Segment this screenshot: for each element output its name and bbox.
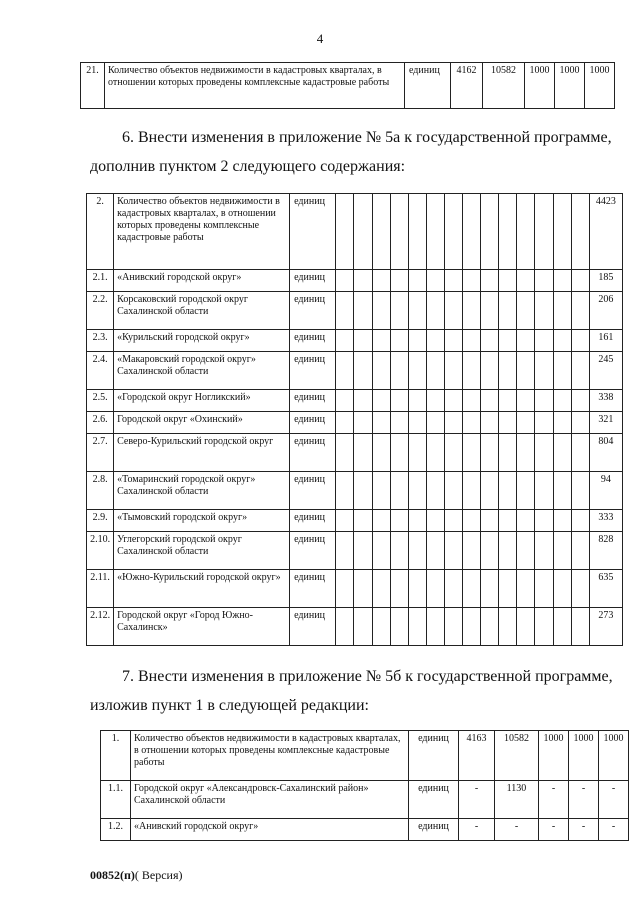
- empty-cell: [336, 510, 354, 532]
- empty-cell: [444, 270, 462, 292]
- row-unit: единиц: [290, 292, 336, 330]
- row-value: 1000: [585, 63, 615, 109]
- row-name: Корсаковский городской округ Сахалинской области: [114, 292, 290, 330]
- row-name: «Тымовский городской округ»: [114, 510, 290, 532]
- empty-cell: [372, 292, 390, 330]
- row-value: 4163: [459, 731, 495, 781]
- empty-cell: [463, 510, 481, 532]
- empty-cell: [444, 608, 462, 646]
- empty-cell: [535, 390, 553, 412]
- row-unit: единиц: [409, 819, 459, 841]
- empty-cell: [408, 532, 426, 570]
- empty-cell: [336, 292, 354, 330]
- empty-cell: [553, 352, 571, 390]
- empty-cell: [408, 352, 426, 390]
- table-row: [87, 412, 623, 434]
- empty-cell: [372, 570, 390, 608]
- empty-cell: [481, 330, 499, 352]
- table-row: [87, 330, 623, 352]
- empty-cell: [481, 472, 499, 510]
- empty-cell: [444, 194, 462, 270]
- empty-cell: [553, 412, 571, 434]
- row-value: 4162: [451, 63, 483, 109]
- empty-cell: [408, 330, 426, 352]
- empty-cell: [571, 330, 589, 352]
- table-row: [87, 194, 623, 270]
- empty-cell: [535, 412, 553, 434]
- empty-cell: [372, 194, 390, 270]
- empty-cell: [463, 352, 481, 390]
- empty-cell: [336, 532, 354, 570]
- empty-cell: [535, 330, 553, 352]
- empty-cell: [535, 570, 553, 608]
- row-number: 2.5.: [87, 390, 114, 412]
- empty-cell: [481, 608, 499, 646]
- row-unit: единиц: [290, 390, 336, 412]
- empty-cell: [571, 434, 589, 472]
- empty-cell: [336, 608, 354, 646]
- row-unit: единиц: [290, 472, 336, 510]
- row-name: «Южно-Курильский городской округ»: [114, 570, 290, 608]
- empty-cell: [372, 352, 390, 390]
- empty-cell: [426, 472, 444, 510]
- row-unit: единиц: [290, 270, 336, 292]
- empty-cell: [390, 570, 408, 608]
- table-row: [87, 532, 623, 570]
- empty-cell: [426, 570, 444, 608]
- row-value: 206: [589, 292, 622, 330]
- empty-cell: [354, 194, 372, 270]
- empty-cell: [426, 194, 444, 270]
- empty-cell: [571, 472, 589, 510]
- row-name: Количество объектов недвижимости в кадастровых кварталах, в отношении которых проведены комплексные кадастровые работы: [131, 731, 409, 781]
- empty-cell: [481, 390, 499, 412]
- empty-cell: [354, 532, 372, 570]
- empty-cell: [408, 608, 426, 646]
- row-value: 1000: [539, 731, 569, 781]
- empty-cell: [535, 510, 553, 532]
- empty-cell: [426, 608, 444, 646]
- empty-cell: [571, 532, 589, 570]
- empty-cell: [571, 412, 589, 434]
- row-value: -: [599, 819, 629, 841]
- empty-cell: [372, 412, 390, 434]
- empty-cell: [481, 352, 499, 390]
- empty-cell: [553, 532, 571, 570]
- row-number: 2.4.: [87, 352, 114, 390]
- empty-cell: [372, 510, 390, 532]
- empty-cell: [390, 434, 408, 472]
- empty-cell: [463, 412, 481, 434]
- table-row: [81, 63, 615, 109]
- empty-cell: [535, 608, 553, 646]
- empty-cell: [426, 352, 444, 390]
- empty-cell: [390, 390, 408, 412]
- empty-cell: [553, 270, 571, 292]
- row-number: 2.3.: [87, 330, 114, 352]
- empty-cell: [426, 292, 444, 330]
- row-number: 21.: [81, 63, 105, 109]
- row-value: 94: [589, 472, 622, 510]
- empty-cell: [408, 412, 426, 434]
- empty-cell: [481, 570, 499, 608]
- row-value: 321: [589, 412, 622, 434]
- empty-cell: [390, 292, 408, 330]
- empty-cell: [553, 194, 571, 270]
- empty-cell: [535, 270, 553, 292]
- empty-cell: [517, 194, 535, 270]
- empty-cell: [354, 390, 372, 412]
- empty-cell: [463, 472, 481, 510]
- empty-cell: [426, 434, 444, 472]
- row-unit: единиц: [405, 63, 451, 109]
- empty-cell: [463, 532, 481, 570]
- row-number: 2.9.: [87, 510, 114, 532]
- row-number: 2.1.: [87, 270, 114, 292]
- empty-cell: [535, 292, 553, 330]
- paragraph-7-line-1: 7. Внести изменения в приложение № 5б к государственной программе,: [122, 668, 613, 685]
- empty-cell: [390, 194, 408, 270]
- row-value: 10582: [495, 731, 539, 781]
- document-version: ( Версия): [134, 868, 183, 882]
- empty-cell: [354, 434, 372, 472]
- document-footer: [90, 868, 183, 883]
- empty-cell: [481, 412, 499, 434]
- empty-cell: [499, 270, 517, 292]
- empty-cell: [336, 412, 354, 434]
- empty-cell: [571, 292, 589, 330]
- empty-cell: [354, 330, 372, 352]
- empty-cell: [390, 510, 408, 532]
- empty-cell: [354, 510, 372, 532]
- table-row: [87, 390, 623, 412]
- empty-cell: [354, 270, 372, 292]
- empty-cell: [354, 412, 372, 434]
- empty-cell: [426, 532, 444, 570]
- row-name: Северо-Курильский городской округ: [114, 434, 290, 472]
- empty-cell: [517, 352, 535, 390]
- row-name: «Анивский городской округ»: [114, 270, 290, 292]
- empty-cell: [535, 194, 553, 270]
- empty-cell: [463, 434, 481, 472]
- row-name: Количество объектов недвижимости в кадастровых кварталах, в отношении которых проведены комплексные кадастровые работы: [105, 63, 405, 109]
- empty-cell: [463, 390, 481, 412]
- row-value: -: [459, 819, 495, 841]
- empty-cell: [408, 510, 426, 532]
- empty-cell: [426, 412, 444, 434]
- empty-cell: [336, 270, 354, 292]
- empty-cell: [354, 608, 372, 646]
- row-value: -: [539, 819, 569, 841]
- empty-cell: [499, 330, 517, 352]
- empty-cell: [517, 608, 535, 646]
- row-value: -: [539, 781, 569, 819]
- empty-cell: [372, 390, 390, 412]
- empty-cell: [553, 570, 571, 608]
- empty-cell: [571, 390, 589, 412]
- row-unit: единиц: [290, 412, 336, 434]
- row-value: 635: [589, 570, 622, 608]
- row-unit: единиц: [290, 510, 336, 532]
- empty-cell: [535, 472, 553, 510]
- row-name: Городской округ «Город Южно-Сахалинск»: [114, 608, 290, 646]
- row-name: Углегорский городской округ Сахалинской области: [114, 532, 290, 570]
- empty-cell: [553, 330, 571, 352]
- empty-cell: [517, 532, 535, 570]
- empty-cell: [444, 330, 462, 352]
- empty-cell: [336, 570, 354, 608]
- document-code: 00852(п): [90, 868, 135, 882]
- empty-cell: [444, 292, 462, 330]
- row-value: 338: [589, 390, 622, 412]
- empty-cell: [571, 510, 589, 532]
- empty-cell: [336, 194, 354, 270]
- empty-cell: [499, 532, 517, 570]
- row-unit: единиц: [290, 330, 336, 352]
- empty-cell: [517, 472, 535, 510]
- row-number: 2.2.: [87, 292, 114, 330]
- row-value: 273: [589, 608, 622, 646]
- indicator-table-5a: [86, 193, 623, 646]
- empty-cell: [571, 570, 589, 608]
- empty-cell: [535, 352, 553, 390]
- row-name: «Курильский городской округ»: [114, 330, 290, 352]
- empty-cell: [463, 270, 481, 292]
- row-number: 2.6.: [87, 412, 114, 434]
- table-row: [101, 819, 629, 841]
- empty-cell: [408, 194, 426, 270]
- empty-cell: [354, 292, 372, 330]
- empty-cell: [408, 472, 426, 510]
- page-number: 4: [316, 31, 324, 46]
- row-number: 2.7.: [87, 434, 114, 472]
- empty-cell: [408, 292, 426, 330]
- empty-cell: [408, 570, 426, 608]
- empty-cell: [553, 434, 571, 472]
- empty-cell: [535, 434, 553, 472]
- row-value: 1000: [599, 731, 629, 781]
- row-unit: единиц: [290, 352, 336, 390]
- row-number: 1.2.: [101, 819, 131, 841]
- row-name: «Городской округ Ногликский»: [114, 390, 290, 412]
- table-row: [87, 570, 623, 608]
- empty-cell: [553, 292, 571, 330]
- row-name: Городской округ «Александровск-Сахалинский район» Сахалинской области: [131, 781, 409, 819]
- empty-cell: [481, 532, 499, 570]
- row-name: Количество объектов недвижимости в кадастровых кварталах, в отношении которых проведены комплексные кадастровые работы: [114, 194, 290, 270]
- empty-cell: [535, 532, 553, 570]
- table-row: [87, 352, 623, 390]
- empty-cell: [390, 412, 408, 434]
- empty-cell: [336, 390, 354, 412]
- row-value: -: [569, 819, 599, 841]
- row-value: 1000: [569, 731, 599, 781]
- empty-cell: [481, 270, 499, 292]
- row-value: 185: [589, 270, 622, 292]
- empty-cell: [444, 434, 462, 472]
- table-row: [87, 270, 623, 292]
- empty-cell: [499, 390, 517, 412]
- row-value: 245: [589, 352, 622, 390]
- empty-cell: [481, 434, 499, 472]
- empty-cell: [481, 194, 499, 270]
- row-unit: единиц: [290, 434, 336, 472]
- empty-cell: [372, 472, 390, 510]
- empty-cell: [517, 270, 535, 292]
- row-value: 161: [589, 330, 622, 352]
- row-value: 333: [589, 510, 622, 532]
- empty-cell: [499, 434, 517, 472]
- empty-cell: [499, 510, 517, 532]
- empty-cell: [336, 352, 354, 390]
- empty-cell: [372, 532, 390, 570]
- empty-cell: [390, 472, 408, 510]
- empty-cell: [481, 510, 499, 532]
- empty-cell: [390, 608, 408, 646]
- row-name: «Томаринский городской округ» Сахалинской области: [114, 472, 290, 510]
- row-number: 2.: [87, 194, 114, 270]
- empty-cell: [571, 270, 589, 292]
- empty-cell: [499, 412, 517, 434]
- empty-cell: [390, 532, 408, 570]
- empty-cell: [372, 270, 390, 292]
- row-value: 804: [589, 434, 622, 472]
- row-value: 10582: [483, 63, 525, 109]
- empty-cell: [390, 352, 408, 390]
- paragraph-6-line-1: 6. Внести изменения в приложение № 5а к государственной программе,: [122, 129, 612, 146]
- row-value: 1000: [555, 63, 585, 109]
- indicator-table-5b: [100, 730, 629, 841]
- paragraph-7-line-2: изложив пункт 1 в следующей редакции:: [90, 697, 369, 714]
- empty-cell: [517, 292, 535, 330]
- empty-cell: [553, 390, 571, 412]
- row-unit: единиц: [290, 608, 336, 646]
- row-name: Городской округ «Охинский»: [114, 412, 290, 434]
- row-number: 1.: [101, 731, 131, 781]
- table-row: [87, 472, 623, 510]
- empty-cell: [408, 270, 426, 292]
- row-number: 1.1.: [101, 781, 131, 819]
- empty-cell: [444, 570, 462, 608]
- row-number: 2.10.: [87, 532, 114, 570]
- empty-cell: [499, 570, 517, 608]
- empty-cell: [463, 608, 481, 646]
- row-unit: единиц: [409, 731, 459, 781]
- paragraph-6-line-2: дополнив пунктом 2 следующего содержания:: [90, 158, 406, 175]
- empty-cell: [390, 270, 408, 292]
- empty-cell: [444, 472, 462, 510]
- table-row: [87, 510, 623, 532]
- empty-cell: [571, 352, 589, 390]
- empty-cell: [336, 330, 354, 352]
- indicator-table-top: [80, 62, 615, 109]
- empty-cell: [553, 608, 571, 646]
- row-value: 4423: [589, 194, 622, 270]
- row-number: 2.8.: [87, 472, 114, 510]
- empty-cell: [408, 390, 426, 412]
- empty-cell: [444, 412, 462, 434]
- table-row: [101, 731, 629, 781]
- empty-cell: [354, 570, 372, 608]
- empty-cell: [571, 608, 589, 646]
- row-unit: единиц: [290, 570, 336, 608]
- row-unit: единиц: [409, 781, 459, 819]
- empty-cell: [553, 472, 571, 510]
- empty-cell: [444, 510, 462, 532]
- empty-cell: [463, 330, 481, 352]
- empty-cell: [499, 194, 517, 270]
- row-number: 2.11.: [87, 570, 114, 608]
- empty-cell: [553, 510, 571, 532]
- empty-cell: [517, 510, 535, 532]
- empty-cell: [426, 270, 444, 292]
- empty-cell: [426, 510, 444, 532]
- empty-cell: [336, 434, 354, 472]
- empty-cell: [499, 292, 517, 330]
- empty-cell: [444, 532, 462, 570]
- empty-cell: [517, 570, 535, 608]
- empty-cell: [408, 434, 426, 472]
- empty-cell: [354, 472, 372, 510]
- empty-cell: [517, 390, 535, 412]
- empty-cell: [517, 330, 535, 352]
- empty-cell: [517, 412, 535, 434]
- empty-cell: [571, 194, 589, 270]
- row-value: -: [459, 781, 495, 819]
- row-value: 1000: [525, 63, 555, 109]
- empty-cell: [499, 352, 517, 390]
- empty-cell: [426, 390, 444, 412]
- empty-cell: [499, 472, 517, 510]
- empty-cell: [354, 352, 372, 390]
- empty-cell: [444, 390, 462, 412]
- empty-cell: [426, 330, 444, 352]
- empty-cell: [481, 292, 499, 330]
- row-name: «Анивский городской округ»: [131, 819, 409, 841]
- table-row: [87, 434, 623, 472]
- empty-cell: [390, 330, 408, 352]
- empty-cell: [372, 608, 390, 646]
- empty-cell: [499, 608, 517, 646]
- empty-cell: [463, 194, 481, 270]
- row-name: «Макаровский городской округ» Сахалинской области: [114, 352, 290, 390]
- row-value: 828: [589, 532, 622, 570]
- row-value: -: [495, 819, 539, 841]
- empty-cell: [372, 434, 390, 472]
- row-unit: единиц: [290, 194, 336, 270]
- row-value: 1130: [495, 781, 539, 819]
- empty-cell: [336, 472, 354, 510]
- empty-cell: [463, 570, 481, 608]
- empty-cell: [444, 352, 462, 390]
- empty-cell: [517, 434, 535, 472]
- row-number: 2.12.: [87, 608, 114, 646]
- row-value: -: [599, 781, 629, 819]
- table-row: [87, 608, 623, 646]
- empty-cell: [372, 330, 390, 352]
- row-value: -: [569, 781, 599, 819]
- table-row: [87, 292, 623, 330]
- row-unit: единиц: [290, 532, 336, 570]
- empty-cell: [463, 292, 481, 330]
- table-row: [101, 781, 629, 819]
